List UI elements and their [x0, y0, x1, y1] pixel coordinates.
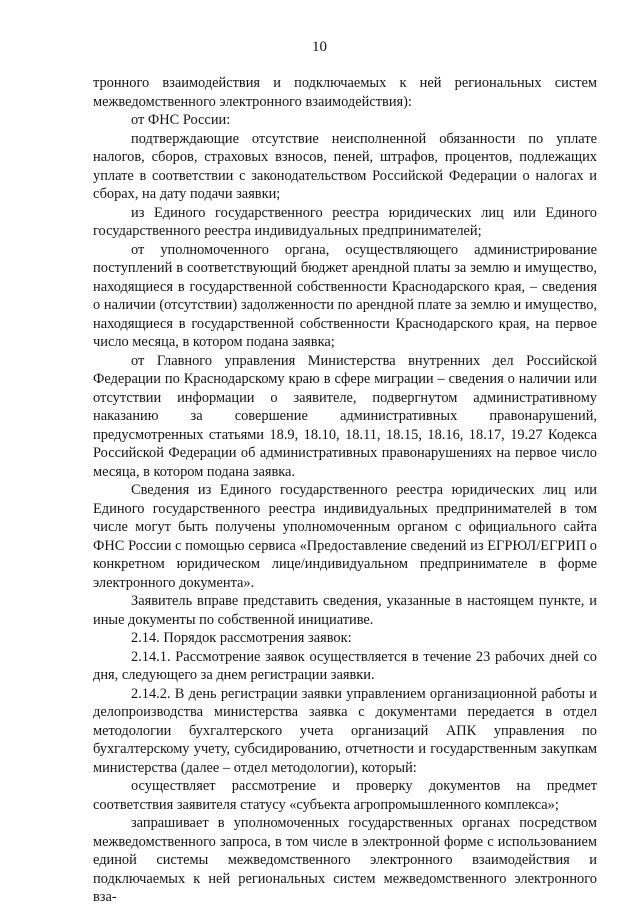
paragraph-section-2-14: 2.14. Порядок рассмотрения заявок: [131, 630, 352, 646]
page-number: 10 [312, 39, 327, 55]
paragraph-section-2-14-1: 2.14.1. Рассмотрение заявок осуществляется в течение 23 рабочих дней со дня, следующего за днем регистрации заявки. [93, 648, 597, 683]
paragraph-continuation: тронного взаимодействия и подключаемых к ней региональных систем межведомственного электронного взаимодействия): [93, 75, 597, 110]
paragraph-egrul-egrip: из Единого государственного реестра юридических лиц или Единого государственного реестра индивидуальных предпринимателей; [93, 204, 597, 239]
paragraph-section-2-14-2: 2.14.2. В день регистрации заявки управлением организационной работы и делопроизводства министерства заявка с документами передается в отдел методологии бухгалтерского учета организаций АПК управления по бухгалтерскому учету, субсидированию, отчетности и государственным закупкам министерства (далее – отдел методологии), который: [93, 685, 597, 776]
paragraph-rent-debt: от уполномоченного органа, осуществляющего администрирование поступлений в соответствующий бюджет арендной платы за землю и имущество, находящиеся в государственной собственности Краснодарского края, – сведения о наличии (отсутствии) задолженности по арендной плате за землю и имущество, находящиеся в государственной собственности Краснодарского края, на первое число месяца, в котором подана заявка; [93, 241, 597, 350]
paragraph-fns-website: Сведения из Единого государственного реестра юридических лиц или Единого государственного реестра индивидуальных предпринимателей в том числе могут быть получены уполномоченным органом с официального сайта ФНС России с помощью сервиса «Предоставление сведений из ЕГРЮЛ/ЕГРИП о конкретном юридическом лице/индивидуальном предпринимателе в форме электронного документа». [93, 482, 597, 591]
paragraph-interagency-request: запрашивает в уполномоченных государственных органах посредством межведомственного запроса, в том числе в электронной форме с использованием единой системы межведомственного электронного взаимодействия и подключаемых к ней региональных систем межведомственного электронного вза- [93, 815, 597, 905]
paragraph-migration: от Главного управления Министерства внутренних дел Российской Федерации по Краснодарскому краю в сфере миграции – сведения о наличии или отсутствии информации о заявителе, подвергнутом административному наказанию за совершение административных правонарушений, предусмотренных статьями 18.9, 18.10, 18.11, 18.15, 18.16, 18.17, 19.27 Кодекса Российской Федерации об административных правонарушениях на первое число месяца, в котором подана заявка. [93, 352, 597, 480]
paragraph-tax-obligations: подтверждающие отсутствие неисполненной обязанности по уплате налогов, сборов, страховых взносов, пеней, штрафов, процентов, подлежащих уплате в соответствии с законодательством Российской Федерации о налогах и сборах, на дату подачи заявки; [93, 130, 597, 202]
paragraph-review-documents: осуществляет рассмотрение и проверку документов на предмет соответствия заявителя статусу «субъекта агропромышленного комплекса»; [93, 778, 597, 813]
paragraph-own-initiative: Заявитель вправе представить сведения, указанные в настоящем пункте, и иные документы по собственной инициативе. [93, 593, 597, 628]
paragraph-fns-heading: от ФНС России: [131, 112, 231, 128]
document-body [93, 74, 597, 907]
